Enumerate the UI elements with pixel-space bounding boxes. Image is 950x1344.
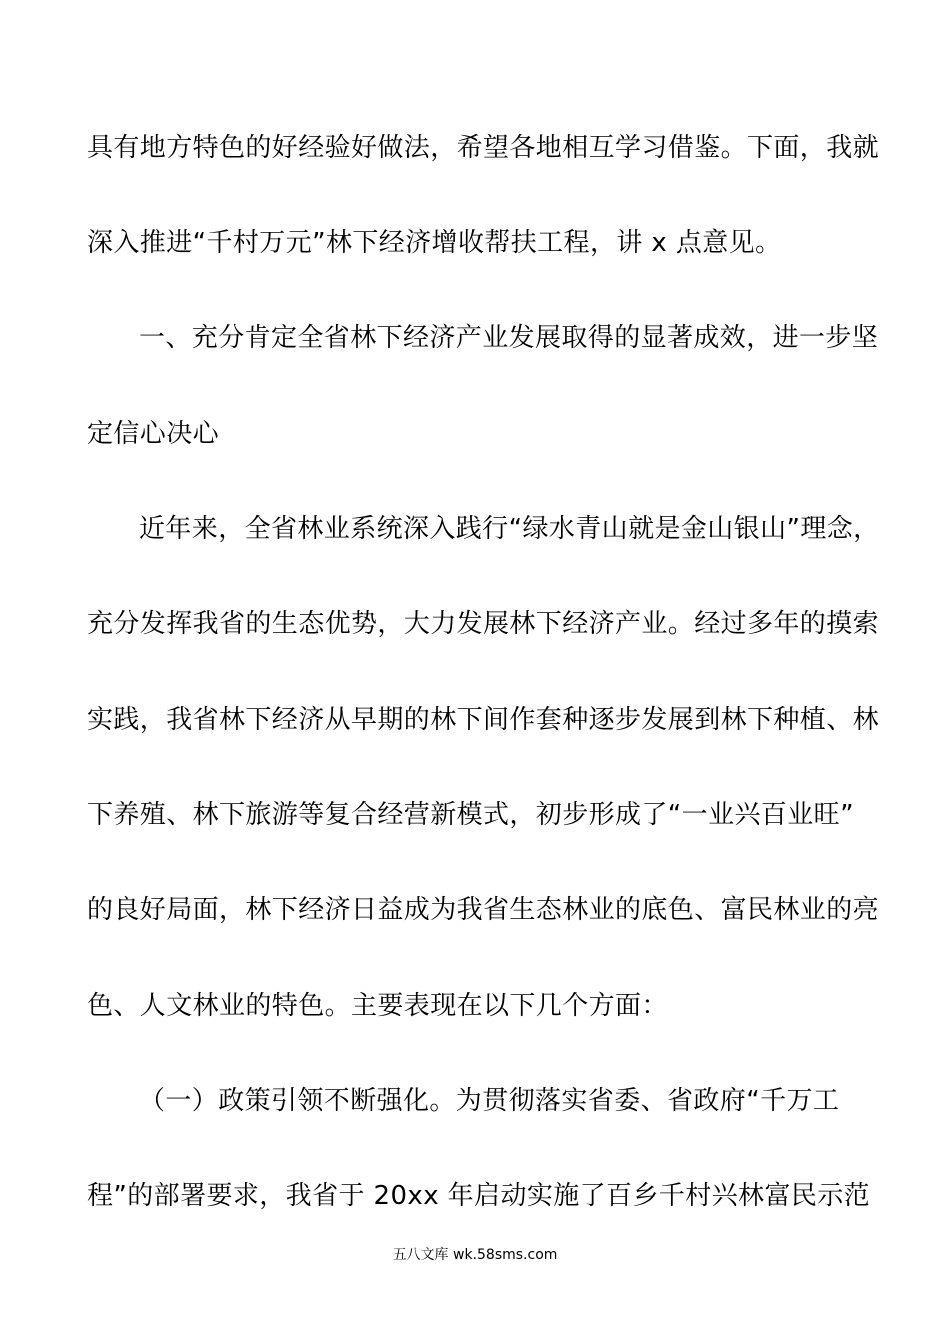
paragraph-line: 的良好局面，林下经济日益成为我省生态林业的底色、富民林业的亮 (87, 895, 880, 925)
paragraph-line: 色、人文林业的特色。主要表现在以下几个方面： (87, 991, 668, 1021)
text-line: 深入推进“千村万元”林下经济增收帮扶工程，讲 x 点意见。 (87, 228, 782, 258)
paragraph-line: 充分发挥我省的生态优势，大力发展林下经济产业。经过多年的摸索 (87, 609, 880, 639)
text-line: 具有地方特色的好经验好做法，希望各地相互学习借鉴。下面，我就 (87, 133, 880, 163)
paragraph-line: 实践，我省林下经济从早期的林下间作套种逐步发展到林下种植、林 (87, 705, 880, 735)
section-heading: 一、充分肯定全省林下经济产业发展取得的显著成效，进一步坚 (139, 323, 879, 353)
subsection-heading: （一）政策引领不断强化。为贯彻落实省委、省政府“千万工 (139, 1086, 840, 1116)
paragraph-line: 程”的部署要求，我省于 20xx 年启动实施了百乡千村兴林富民示范 (87, 1181, 871, 1211)
paragraph-line: 近年来，全省林业系统深入践行“绿水青山就是金山银山”理念， (139, 514, 880, 544)
footer-watermark: 五八文库 wk.58sms.com (392, 1247, 558, 1263)
paragraph-line: 下养殖、林下旅游等复合经营新模式，初步形成了“一业兴百业旺” (87, 800, 854, 830)
section-heading-continued: 定信心决心 (87, 419, 220, 449)
